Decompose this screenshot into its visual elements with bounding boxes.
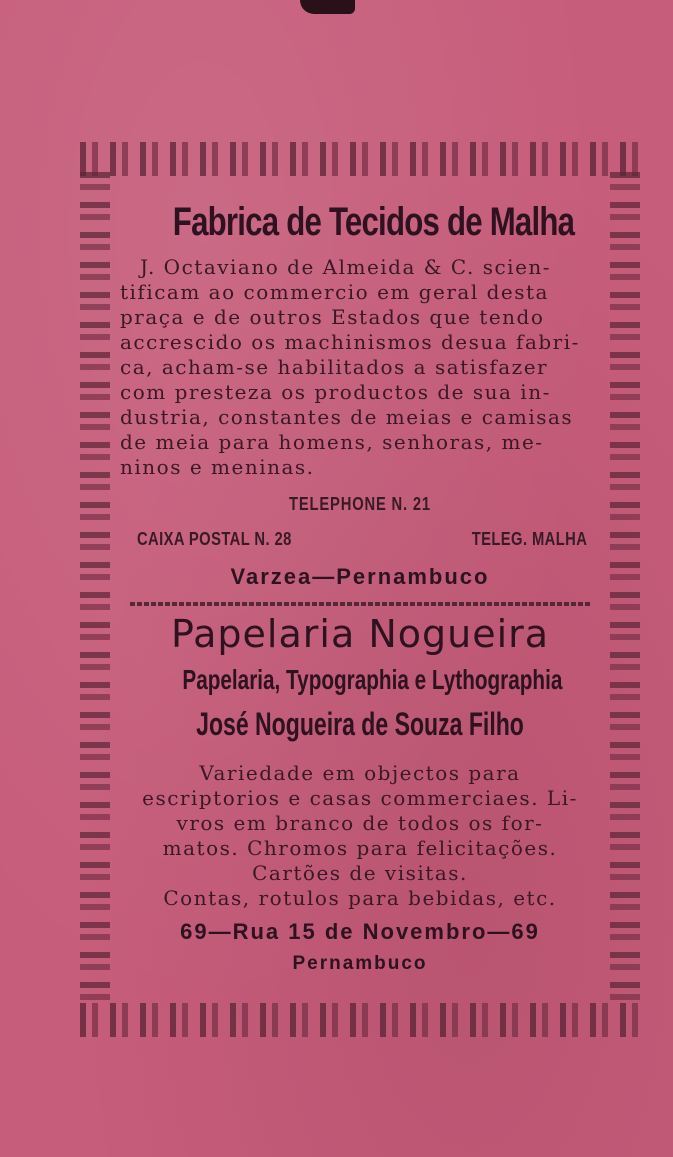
ad1-line: praça e de outros Estados que tendo — [120, 305, 545, 329]
ad2-body — [120, 761, 600, 911]
advertisement-content — [120, 182, 600, 975]
floral-border-ornament-icon — [80, 1003, 640, 1037]
floral-border-ornament-icon — [80, 172, 110, 1007]
ad1-location: Varzea—Pernambuco — [230, 564, 490, 589]
floral-border-ornament-icon — [80, 142, 640, 176]
ad2-line: vros em branco de todos os for- — [176, 811, 544, 835]
section-divider — [130, 602, 590, 606]
ad1-line: J. Octaviano de Almeida & C. scien- — [140, 255, 552, 279]
ad2-line: matos. Chromos para felicitações. — [162, 836, 558, 860]
ad1-telephone: TELEPHONE N. 21 — [289, 494, 431, 514]
ad1-line: ninos e meninas. — [120, 455, 315, 479]
ad1-teleg: TELEG. MALHA — [471, 529, 588, 549]
ad1-line: dustria, constantes de meias e camisas — [120, 405, 574, 429]
ad2-address: 69—Rua 15 de Novembro—69 — [180, 919, 540, 944]
ad1-caixa-postal: CAIXA POSTAL N. 28 — [136, 529, 292, 549]
ad2-line: Contas, rotulos para bebidas, etc. — [163, 886, 557, 910]
ad1-line: com presteza os productos de sua in- — [120, 380, 551, 404]
ad2-owner: José Nogueira de Souza Filho — [196, 706, 524, 742]
ad1-title: Fabrica de Tecidos de Malha — [172, 200, 575, 244]
ad1-body — [120, 255, 600, 480]
torn-corner — [300, 0, 355, 14]
ad2-line: Variedade em objectos para — [199, 761, 521, 785]
ad2-line: Cartões de visitas. — [252, 861, 468, 885]
ad2-subtitle: Papelaria, Typographia e Lythographia — [182, 664, 563, 695]
ad2-line: escriptorios e casas commerciaes. Li- — [142, 786, 578, 810]
advertisement-frame — [80, 142, 640, 1037]
ad1-line: de meia para homens, senhoras, me- — [120, 430, 544, 454]
ad2-title: Papelaria Nogueira — [170, 612, 550, 656]
floral-border-ornament-icon — [610, 172, 640, 1007]
ad2-city: Pernambuco — [292, 953, 428, 974]
ad1-line: tificam ao commercio em geral desta — [120, 280, 549, 304]
ad1-line: ca, acham-se habilitados a satisfazer — [120, 355, 549, 379]
ad1-contact-row — [120, 529, 600, 550]
ad1-line: accrescido os machinismos desua fabri- — [120, 330, 580, 354]
